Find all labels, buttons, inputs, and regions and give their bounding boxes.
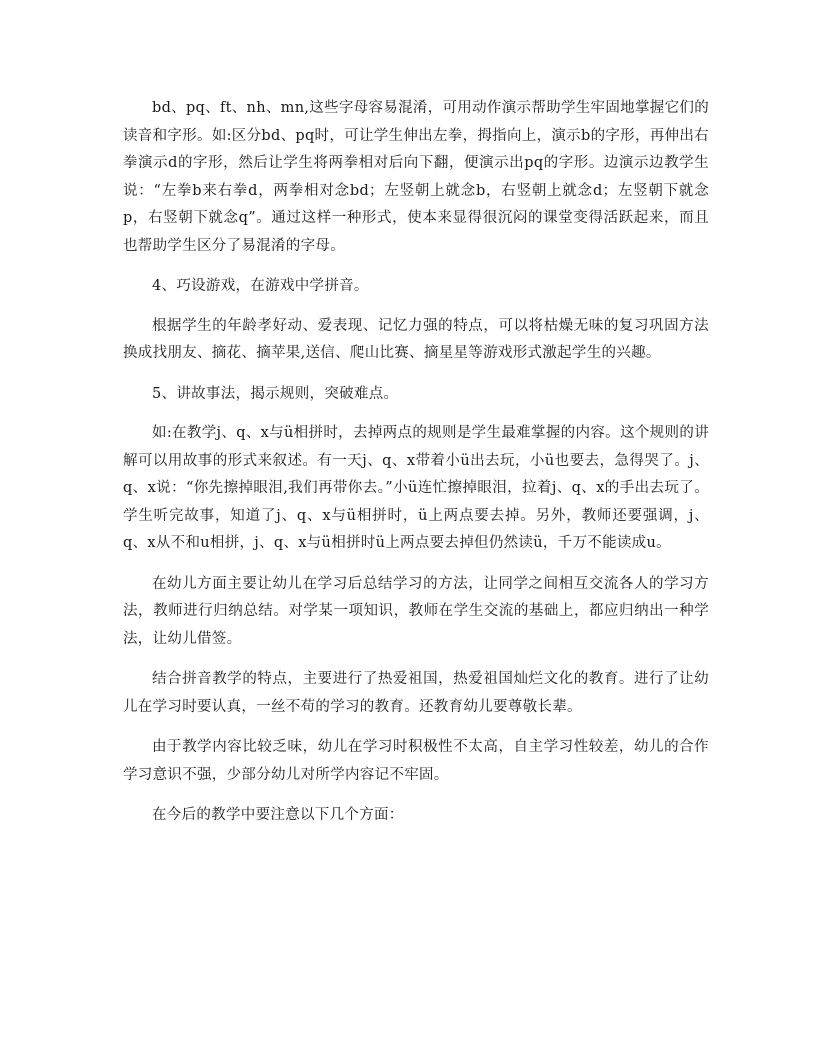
document-body (123, 95, 709, 843)
paragraph-future-notes: 在今后的教学中要注意以下几个方面： (152, 807, 404, 823)
heading-storytelling: 5、讲故事法，揭示规则，突破难点。 (152, 385, 399, 402)
paragraph-patriotic-education: 结合拼音教学的特点，主要进行了热爱祖国，热爱祖国灿烂文化的教育。进行了让幼儿在学习时要认真，一丝不苟的学习的教育。还教育幼儿要尊敬长辈。 (123, 671, 709, 715)
paragraph-learning-methods: 在幼儿方面主要让幼儿在学习后总结学习的方法，让同学之间相互交流各人的学习方法，教师进行归纳总结。对学某一项知识，教师在学生交流的基础上，都应归纳出一种学法，让幼儿借签。 (123, 575, 709, 647)
paragraph-storytelling: 如:在教学j、q、x与ü相拼时，去掉两点的规则是学生最难掌握的内容。这个规则的讲解可以用故事的形式来叙述。有一天j、q、x带着小ü出去玩，小ü也要去，急得哭了。j、q、x说：“你先擦掉眼泪,我们再带你去。”小ü连忙擦掉眼泪，拉着j、q、x的手出去玩了。学生听完故事，知道了j、q、x与ü相拼时，ü上两点要去掉。另外，教师还要强调，j、q、x从不和u相拼，j、q、x与ü相拼时ü上两点要去掉但仍然读ü，千万不能读成u。 (123, 425, 709, 551)
paragraph-games: 根据学生的年龄孝好动、爱表现、记忆力强的特点，可以将枯燥无味的复习巩固方法换成找朋友、摘花、摘苹果,送信、爬山比赛、摘星星等游戏形式激起学生的兴趣。 (123, 317, 709, 361)
heading-games: 4、巧设游戏，在游戏中学拼音。 (152, 278, 369, 294)
paragraph-problems: 由于教学内容比较乏味，幼儿在学习时积极性不太高，自主学习性较差，幼儿的合作学习意识不强，少部分幼儿对所学内容记不牢固。 (123, 739, 709, 783)
paragraph-letter-confusion: bd、pq、ft、nh、mn,这些字母容易混淆，可用动作演示帮助学生牢固地掌握它们的读音和字形。如:区分bd、pq时，可让学生伸出左拳，拇指向上，演示b的字形，再伸出右拳演示d的字形，然后让学生将两拳相对后向下翻，便演示出pq的字形。边演示边教学生说：“左拳b来右拳d，两拳相对念bd；左竖朝上就念b，右竖朝上就念d；左竖朝下就念p，右竖朝下就念q”。通过这样一种形式，使本来显得很沉闷的课堂变得活跃起来，而且也帮助学生区分了易混淆的字母。 (123, 100, 709, 254)
